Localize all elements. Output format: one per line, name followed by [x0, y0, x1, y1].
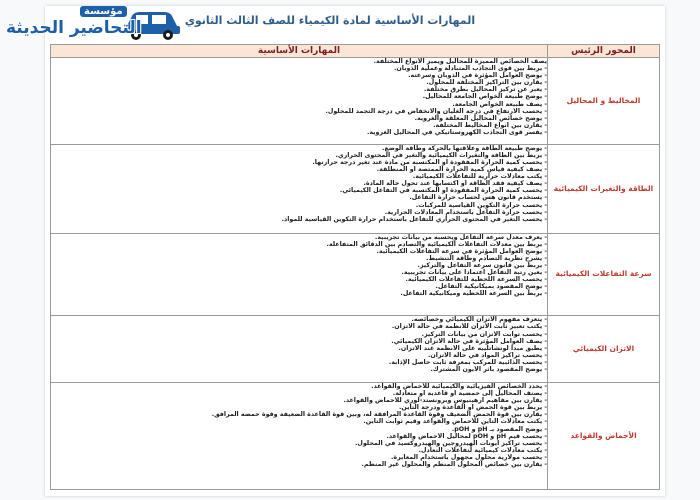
skill-item: - يحسب كمية الحرارة المفقودة أو المكتسبة في التفاعل الكيميائي. [339, 187, 547, 195]
skill-item: - يربط بين الطاقة والتغيرات الكيميائية والتغير في المحتوى الحراري. [335, 151, 547, 159]
skill-item: - يوضح المقصود بأثر الأيون المشترك. [430, 366, 547, 374]
skills-column-header: المهارات الأساسية [51, 45, 548, 58]
table-row [51, 233, 660, 316]
skill-item: - يحسب ثوابت الاتزان من بيانات التركيز. [421, 330, 547, 338]
skill-item: - يحسب حرارة التكوين القياسية للمركبات. [415, 201, 547, 209]
skill-item: - يحسب تراكيز المواد في حالة الاتزان. [427, 351, 547, 359]
document-title: المهارات الأساسية لمادة الكيمياء للصف الثالث الثانوي [184, 14, 476, 27]
skill-item: - يحدد الخصائص الفيزيائية والكيميائية للأحماض والقواعد. [371, 382, 547, 390]
skill-item: - يربط بين قانون سرعة التفاعل والتركيز. [417, 261, 547, 269]
skill-item: - يحسب السرعة اللحظية للتفاعلات الكيميائية. [405, 276, 547, 284]
table-row [51, 58, 660, 145]
skill-item: - يحسب التغير في المحتوى الحراري للتفاعل باستخدام حرارة التكوين القياسية للمواد. [281, 215, 547, 223]
skill-item: - يشرح نظرية التصادم وطاقة التنشيط. [426, 254, 547, 262]
axis-cell: الطاقة والتغيرات الكيميائية [548, 144, 660, 233]
skill-item: - يفسر قوى التجاذب الكهروستاتيكي في المحاليل الغروية. [366, 128, 547, 136]
axis-cell: الاتزان الكيميائي [548, 316, 660, 383]
skill-item: - يوضح خصائص المحاليل المعلقة والغروية. [414, 114, 547, 122]
skill-item: - يربط بين قوة الحمض أو القاعدة ودرجة التأين. [399, 404, 547, 412]
skills-table-body [51, 58, 660, 490]
skill-item: - يوضح طبيعة الخواص الجامعة للمحاليل. [422, 93, 547, 101]
skill-item: - يصف كيفية قياس كمية الحرارة الممتصة أو المنطلقة. [376, 166, 547, 174]
skill-item: يصف الخصائص المميزة للمحاليل ويميز الأنواع المختلفة. [373, 58, 547, 65]
skill-item: - يكتب تعبير ثابت الاتزان للأنظمة في حالة الاتزان. [391, 323, 547, 331]
logo-main-text: التحاضير الحديثة [6, 18, 142, 38]
skill-item: - يعين رتبة التفاعل اعتمادا على بيانات تجريبية. [401, 269, 547, 277]
axis-column-header: المحور الرئيس [548, 45, 660, 58]
skill-item: - يقارن بين أنواع المخاليط المختلفة. [433, 121, 547, 129]
skills-cell [51, 144, 548, 233]
skills-cell [51, 316, 548, 383]
skill-item: - يربط بين السرعة اللحظية وميكانيكية التفاعل. [400, 290, 547, 298]
table-row [51, 382, 660, 489]
table-row [51, 316, 660, 383]
skill-item: - يحسب كمية الحرارة المفقودة أو المكتسبة من مادة عند تغير درجة حرارتها. [312, 158, 547, 166]
skill-item: - يوضح المقصود بـ pH و pOH. [451, 425, 547, 433]
skill-item: - يحسب حرارة التفاعل باستخدام المعادلات الحرارية. [384, 208, 547, 216]
skill-item: - يصنف المحاليل إلى حمضية أو قاعدية أو متعادلة. [392, 390, 547, 398]
skill-item: - يحسب مولارية محلول مجهول باستخدام المعايرة. [390, 453, 547, 461]
axis-cell: الأحماض والقواعد [548, 382, 660, 489]
skill-item: - يعرف معدل سرعة التفاعل ويحسبه من بيانات تجريبية. [374, 233, 547, 241]
skill-item: - يربط بين معدلات التفاعلات الكيميائية والتصادم بين الدقائق المتفاعلة. [326, 240, 547, 248]
skill-item: - يصف طبيعة الخواص الجامعة. [452, 100, 547, 108]
skill-item: - يربط بين قوى التجاذب المتبادلة وعملية الذوبان. [394, 65, 547, 73]
axis-cell: المخاليط و المحاليل [548, 58, 660, 145]
table-header-row [51, 45, 660, 58]
axis-cell: سرعة التفاعلات الكيميائية [548, 233, 660, 316]
skill-item: - يكتب معادلات التأين للأحماض والقواعد وقيم ثوابت التأين. [363, 418, 547, 426]
skill-item: - يحسب الذائبية للمركب بمعرفة ثابت حاصل الإذابة. [388, 358, 547, 366]
skill-item: - يوضح العوامل المؤثرة في سرعة التفاعلات الكيميائية. [376, 247, 547, 255]
skill-item: - يوضح طبيعة الطاقة وعلاقتها بالحركة وطاقة الوضع. [382, 144, 547, 152]
skill-item: - يحسب قيم pH و pOH لمحاليل الأحماض والقواعد. [386, 432, 547, 440]
skill-item: - يحسب الارتفاع في درجة الغليان والانخفاض في درجة التجمد للمحلول. [325, 107, 547, 115]
logo-top-text: مؤسسة [80, 6, 127, 17]
skill-item: - يقارن بين قوة الحمض الضعيف وقوة القاعدة المرافقة له، وبين قوة القاعدة الضعيفة وقوة حمضه المرافق. [211, 411, 547, 419]
skills-cell [51, 233, 548, 316]
skills-table [50, 44, 660, 490]
skill-item: - يتعرف مفهوم الاتزان الكيميائي وخصائصه. [411, 316, 547, 324]
skill-item: - يطبق مبدأ لوتشاتلييه على الأنظمة عند الاتزان. [398, 344, 547, 352]
skill-item: - يقارن بين مفاهيم أرهينيوس وبرونستد-لوري للأحماض والقواعد. [343, 397, 547, 405]
skill-item: - يوضح المقصود بميكانيكية التفاعل. [435, 283, 547, 291]
skill-item: - يصف كيفية فقد الطاقة أو اكتسابها عند تحول حالة المادة. [363, 180, 547, 188]
skill-item: - يصف العوامل المؤثرة في حالة الاتزان الكيميائي. [391, 337, 547, 345]
skill-item: - يكتب معادلات كيميائية لتفاعلات التعادل. [418, 446, 547, 454]
skills-cell [51, 58, 548, 145]
skill-item: - يكتب معادلات حرارية للتفاعلات الكيميائية. [412, 173, 547, 181]
skills-cell [51, 382, 548, 489]
skill-item: - يوضح العوامل المؤثرة في الذوبان وسرعته. [408, 72, 547, 80]
skill-item: - يقارن بين خصائص المحلول المنظم والمحلول غير المنظم. [361, 461, 547, 469]
skill-item: - يستخدم قانون هس لحساب حرارة التفاعل. [409, 194, 547, 202]
skill-item: - يقارن بين التراكيز المختلفة للمحلول. [426, 79, 547, 87]
skill-item: - يحسب تراكيز أيونات الهيدروجين والهيدروكسيد في المحلول. [354, 439, 547, 447]
table-row [51, 144, 660, 233]
skill-item: - يعبر عن تركيز المحاليل بطرق مختلفة. [423, 86, 547, 94]
